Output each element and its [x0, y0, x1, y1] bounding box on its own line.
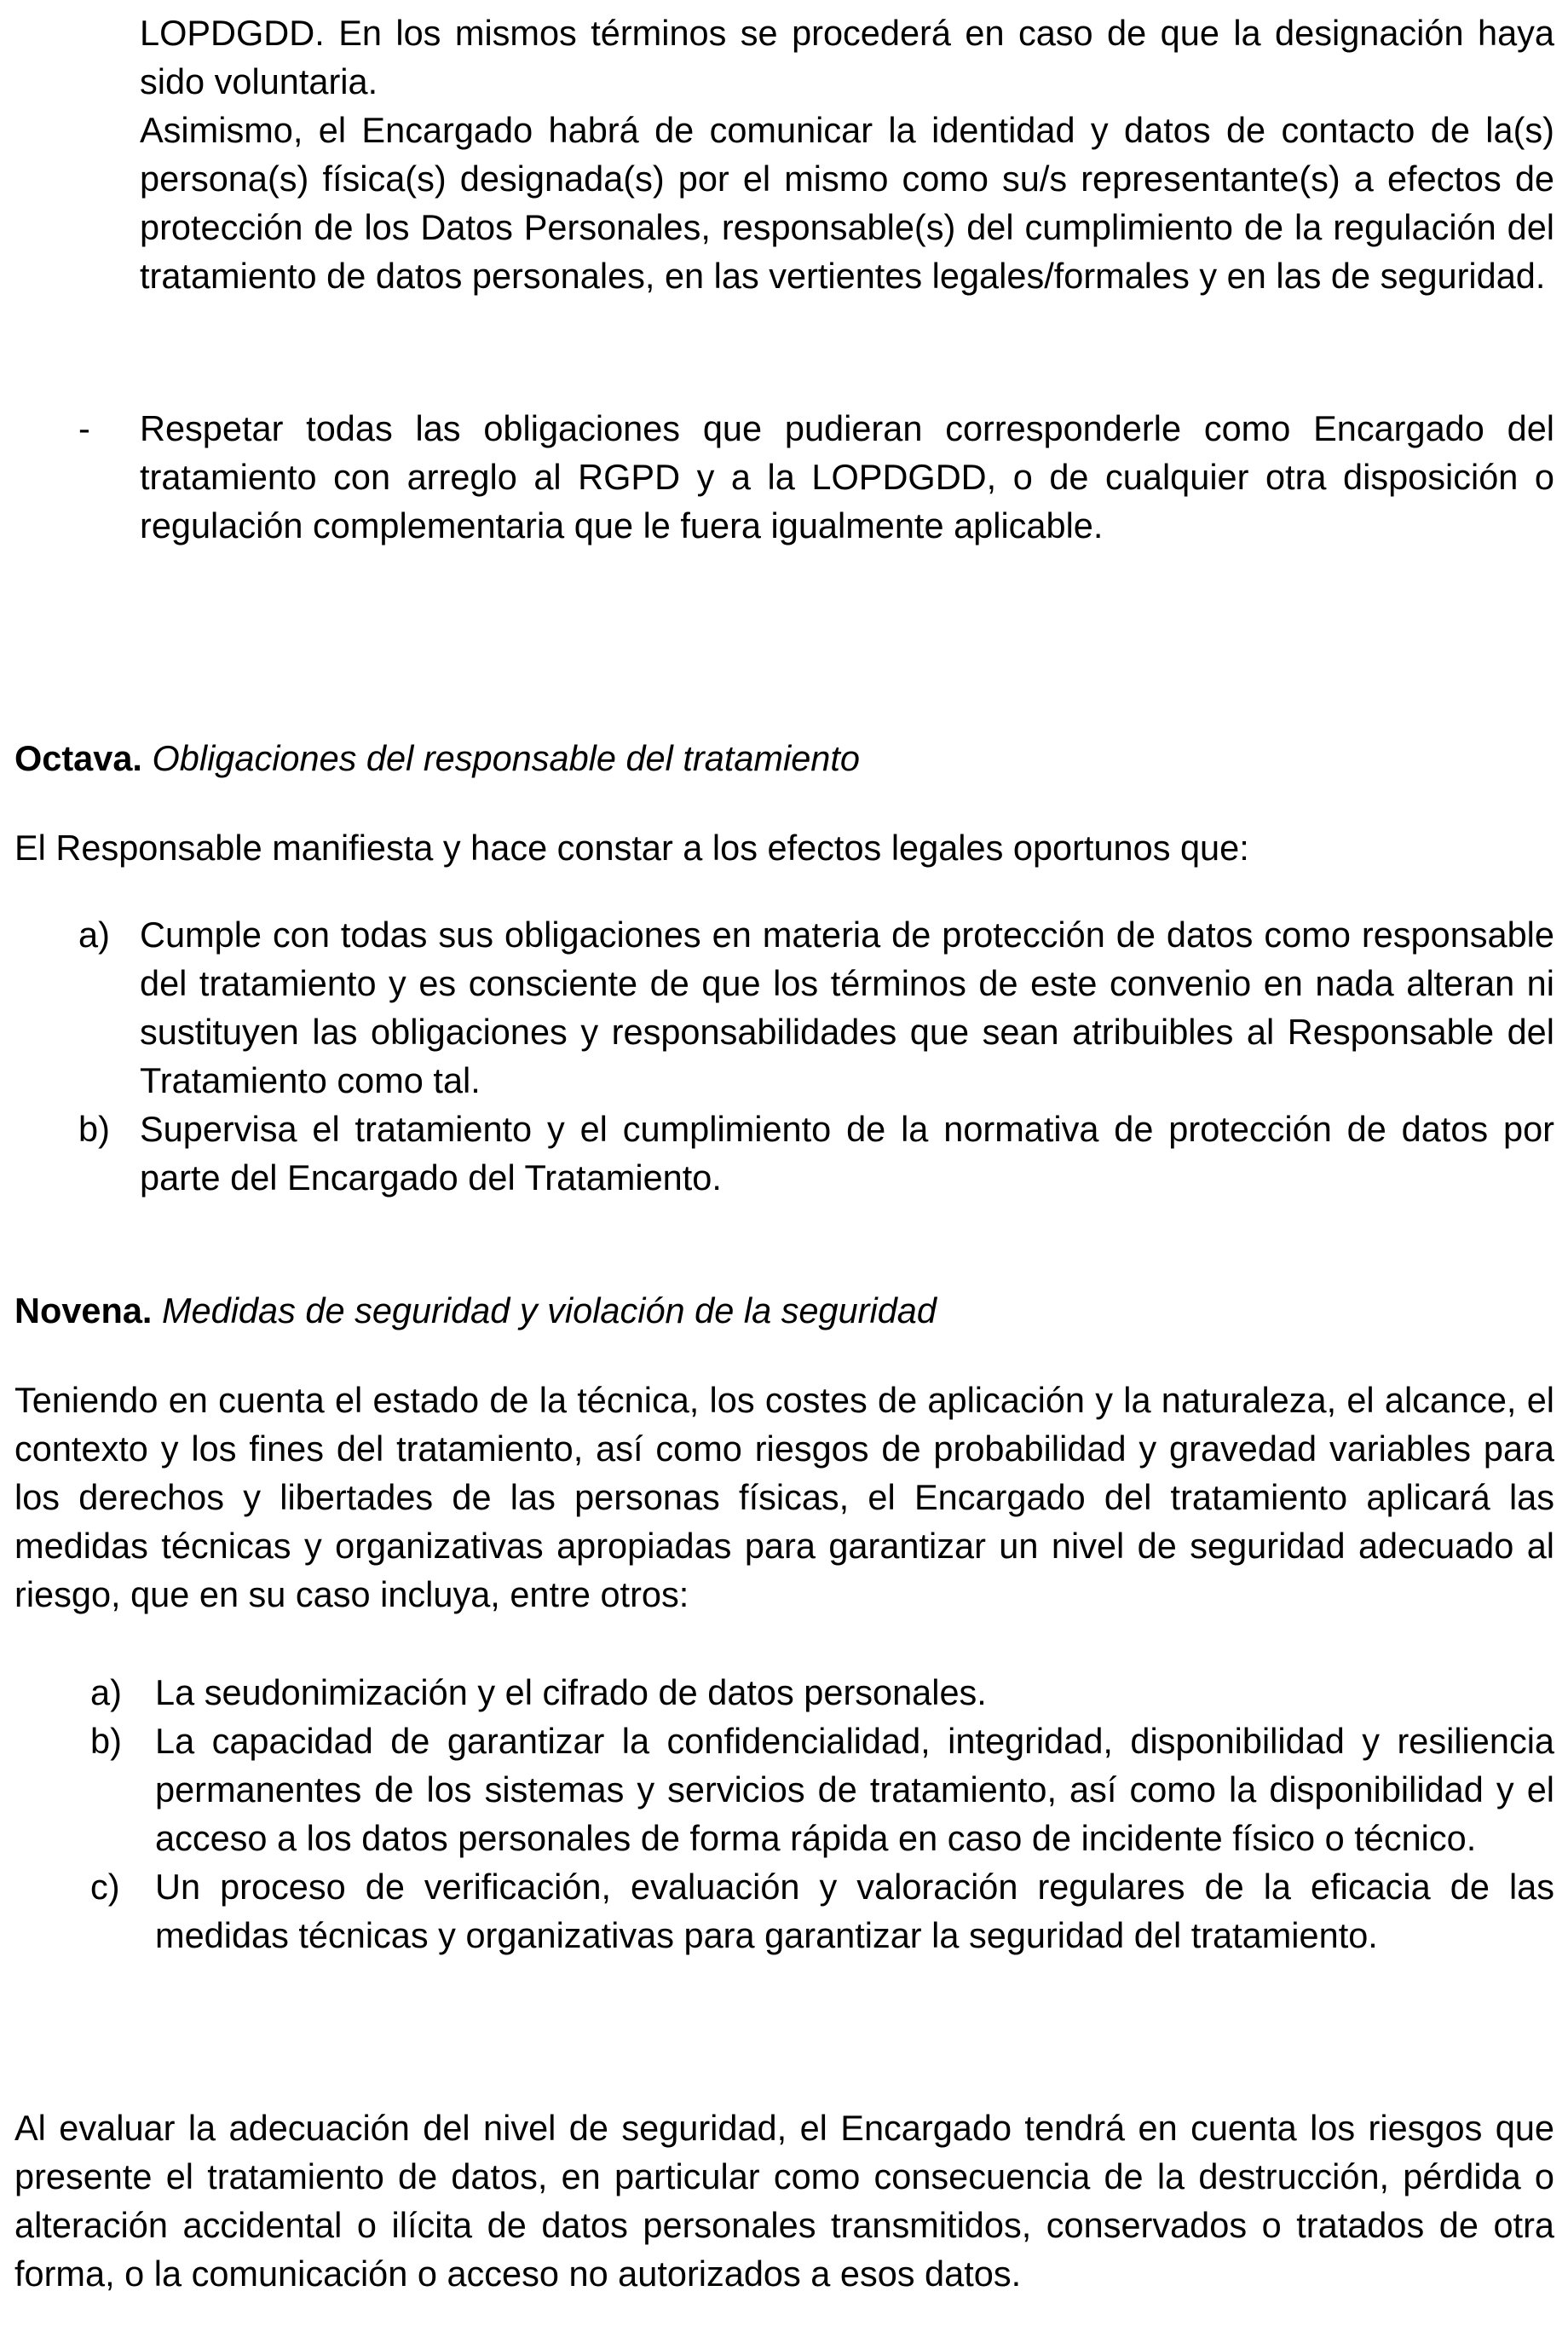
list-marker: c) [90, 1867, 120, 1907]
dash-item-text: Respetar todas las obligaciones que pudieran corresponderle como Encargado del tratamiento con arreglo al RGPD y a la LOPDGDD, o de cualquier otra disposición o regulación complementaria que le fuera igualmente aplicable. [140, 408, 1554, 545]
list-marker: b) [78, 1109, 110, 1149]
list-item-text: Supervisa el tratamiento y el cumplimiento de la normativa de protección de datos por parte del Encargado del Tratamiento. [140, 1109, 1554, 1198]
section-heading-octava [14, 734, 1548, 782]
heading-novena-title: Medidas de seguridad y violación de la seguridad [161, 1290, 937, 1330]
list-item [0, 1668, 1568, 1717]
list-item-text: Un proceso de verificación, evaluación y valoración regulares de la eficacia de las medidas técnicas y organizativas para garantizar la seguridad del tratamiento. [155, 1867, 1554, 1955]
dash-list-item [0, 404, 1568, 550]
list-marker: b) [90, 1721, 122, 1761]
novena-intro: Teniendo en cuenta el estado de la técnica, los costes de aplicación y la naturaleza, el alcance, el contexto y los fines del tratamiento, así como riesgos de probabilidad y gravedad variables para los derechos y libertades de las personas físicas, el Encargado del tratamiento aplicará las medidas técnicas y organizativas apropiadas para garantizar un nivel de seguridad adecuado al riesgo, que en su caso incluya, entre otros: [14, 1380, 1554, 1614]
list-item [0, 1717, 1568, 1862]
list-item-text: La capacidad de garantizar la confidencialidad, integridad, disponibilidad y resiliencia permanentes de los sistemas y servicios de tratamiento, así como la disponibilidad y el acceso a los datos personales de forma rápida en caso de incidente físico o técnico. [155, 1721, 1554, 1858]
continuation-paragraph-1: LOPDGDD. En los mismos términos se procederá en caso de que la designación haya sido voluntaria. [140, 13, 1554, 101]
dash-marker: - [78, 408, 90, 448]
continuation-text [140, 9, 1554, 300]
heading-novena-number: Novena. [14, 1290, 153, 1330]
octava-intro: El Responsable manifiesta y hace constar a los efectos legales oportunos que: [14, 828, 1249, 868]
list-marker: a) [78, 915, 110, 955]
novena-list [0, 1668, 1568, 1959]
list-item [0, 910, 1568, 1105]
section-heading-novena [14, 1286, 1548, 1335]
list-item-text: Cumple con todas sus obligaciones en materia de protección de datos como responsable del tratamiento y es consciente de que los términos de este convenio en nada alteran ni sustituyen las obligaciones y responsabilidades que sean atribuibles al Responsable del Tratamiento como tal. [140, 915, 1554, 1100]
list-item [0, 1105, 1568, 1202]
octava-list [0, 910, 1568, 1202]
list-marker: a) [90, 1672, 122, 1712]
heading-octava-title: Obligaciones del responsable del tratamiento [152, 738, 860, 778]
continuation-paragraph-2: Asimismo, el Encargado habrá de comunicar la identidad y datos de contacto de la(s) persona(s) física(s) designada(s) por el mismo como su/s representante(s) a efectos de protección de los Datos Personales, responsable(s) del cumplimiento de la regulación del tratamiento de datos personales, en las vertientes legales/formales y en las de seguridad. [140, 110, 1554, 296]
novena-closing-paragraph: Al evaluar la adecuación del nivel de seguridad, el Encargado tendrá en cuenta los riesgos que presente el tratamiento de datos, en particular como consecuencia de la destrucción, pérdida o alteración accidental o ilícita de datos personales transmitidos, conservados o tratados de otra forma, o la comunicación o acceso no autorizados a esos datos. [14, 2108, 1554, 2294]
heading-octava-number: Octava. [14, 738, 142, 778]
list-item [0, 1862, 1568, 1959]
list-item-text: La seudonimización y el cifrado de datos personales. [155, 1672, 987, 1712]
